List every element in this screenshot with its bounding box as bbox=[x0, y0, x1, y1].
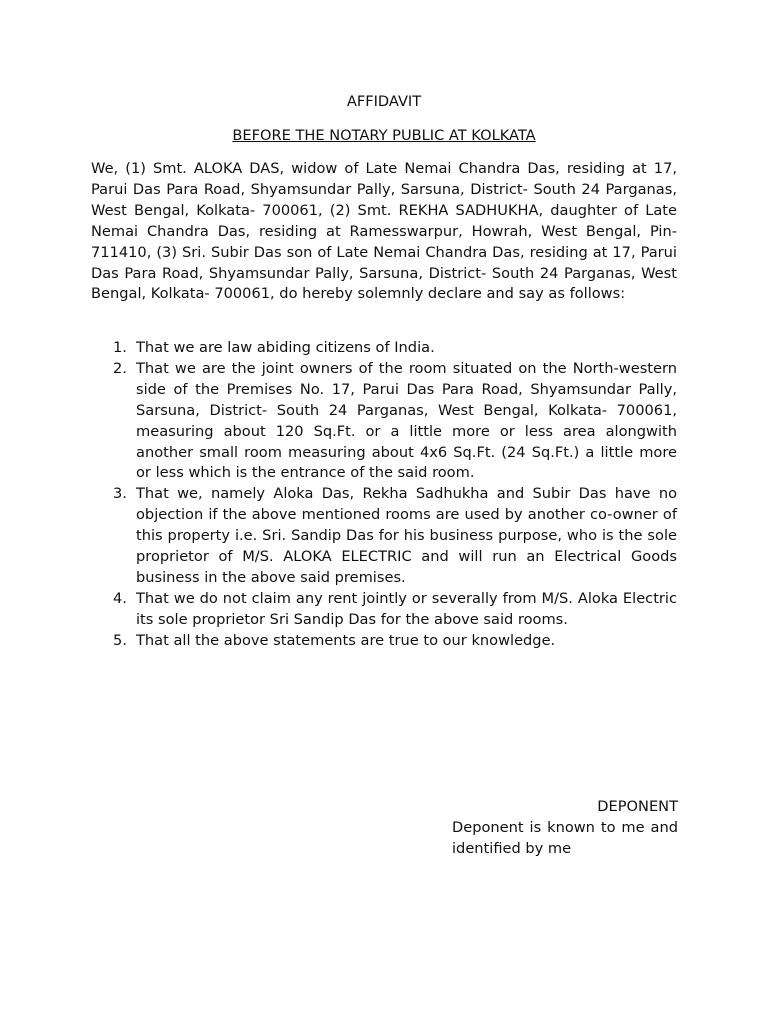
declaration-text: That we do not claim any rent jointly or severally from M/S. Aloka Electric its sole proprietor Sri Sandip Das for the above said rooms. bbox=[136, 589, 677, 628]
declaration-number: 3. bbox=[113, 485, 127, 503]
declaration-number: 4. bbox=[113, 589, 127, 607]
declaration-item bbox=[91, 484, 677, 589]
declaration-list bbox=[91, 338, 677, 652]
declaration-text: That all the above statements are true to our knowledge. bbox=[136, 631, 556, 649]
declaration-text: That we are law abiding citizens of India. bbox=[136, 339, 435, 356]
declaration-number: 2. bbox=[113, 359, 127, 377]
declaration-text: That we are the joint owners of the room situated on the North-western side of the Premises No. 17, Parui Das Para Road, Shyamsundar Pally, Sarsuna, District- South 24 Parganas, West Bengal, Kolkata- 700061, measuring about 120 Sq.Ft. or a little more or less area alongwith another small room measuring about 4x6 Sq.Ft. (24 Sq.Ft.) a little more or less which is the entrance of the said room. bbox=[136, 359, 677, 482]
document-subtitle: BEFORE THE NOTARY PUBLIC AT KOLKATA bbox=[232, 127, 536, 144]
document-title: AFFIDAVIT bbox=[346, 93, 422, 110]
declaration-item bbox=[91, 589, 677, 631]
declaration-item bbox=[91, 631, 677, 652]
declaration-number: 1. bbox=[113, 339, 127, 356]
identification-note: Deponent is known to me and identified by me bbox=[452, 819, 678, 857]
declaration-text: That we, namely Aloka Das, Rekha Sadhukha and Subir Das have no objection if the above mentioned rooms are used by another co-owner of this property i.e. Sri. Sandip Das for his business purpose, who is the sole proprietor of M/S. ALOKA ELECTRIC and will run an Electrical Goods business in the above said premises. bbox=[136, 485, 677, 586]
declaration-item bbox=[91, 338, 677, 359]
intro-paragraph: We, (1) Smt. ALOKA DAS, widow of Late Nemai Chandra Das, residing at 17, Parui Das Para Road, Shyamsundar Pally, Sarsuna, District- South 24 Parganas, West Bengal, Kolkata- 700061, (2) Smt. REKHA SADHUKHA, daughter of Late Nemai Chandra Das, residing at Ramesswarpur, Howrah, West Bengal, Pin-711410, (3) Sri. Subir Das son of Late Nemai Chandra Das, residing at 17, Parui Das Para Road, Shyamsundar Pally, Sarsuna, District- South 24 Parganas, West Bengal, Kolkata- 700061, do hereby solemnly declare and say as follows: bbox=[91, 160, 677, 303]
declaration-number: 5. bbox=[113, 631, 127, 649]
declaration-item bbox=[91, 359, 677, 484]
deponent-label: DEPONENT bbox=[597, 798, 678, 815]
